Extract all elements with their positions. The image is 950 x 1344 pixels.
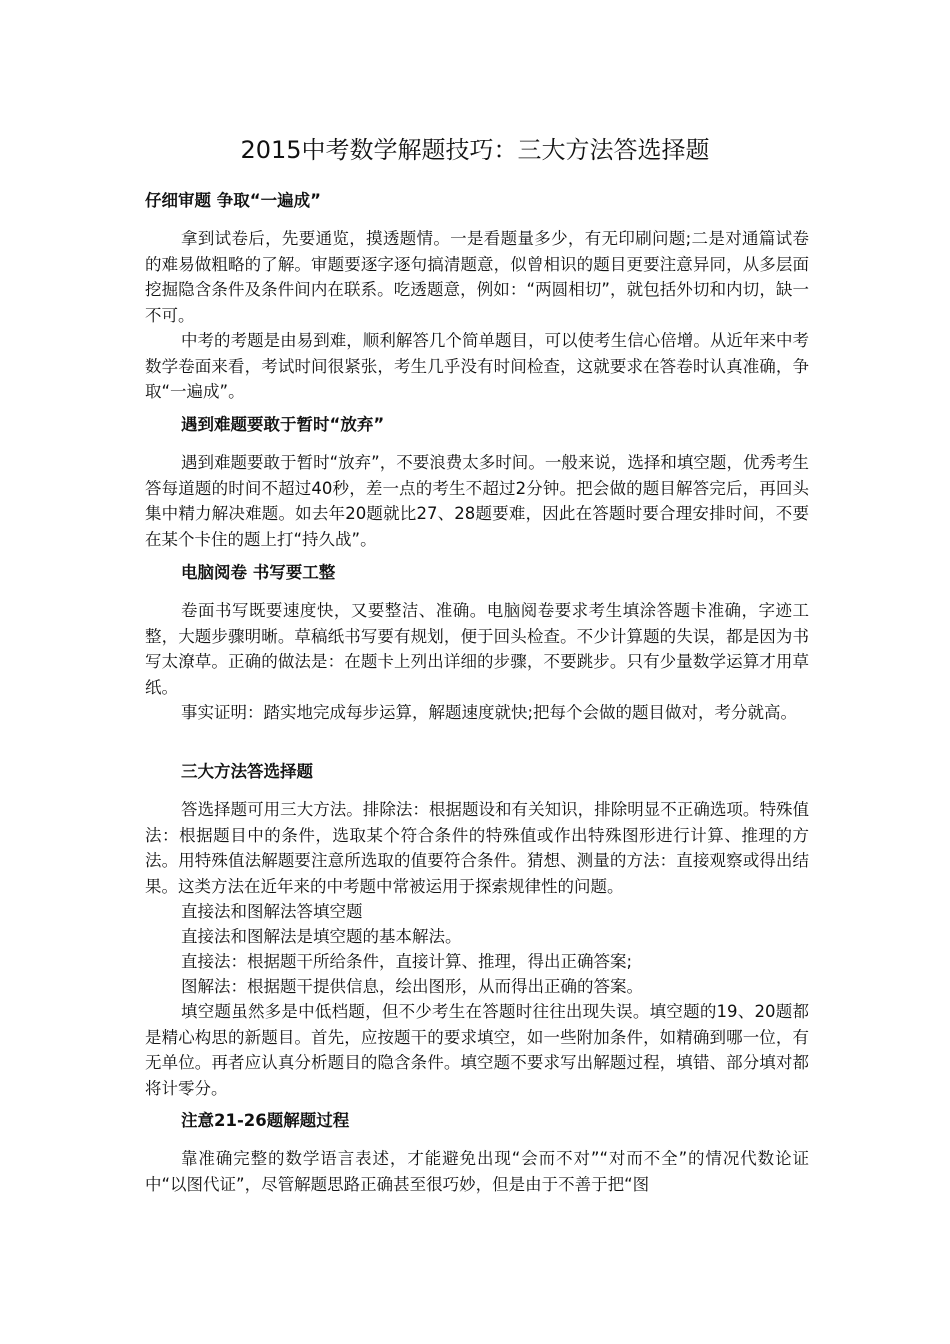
paragraph: 填空题虽然多是中低档题，但不少考生在答题时往往出现失误。填空题的19、20题都是精心构思的新题目。首先，应按题干的要求填空，如一些附加条件，如精确到哪一位，有无单位。再者应认真分析题目的隐含条件。填空题不要求写出解题过程，填错、部分填对都将计零分。 (145, 1002, 809, 1098)
paragraph: 事实证明：踏实地完成每步运算，解题速度就快;把每个会做的题目做对，考分就高。 (181, 703, 798, 722)
text-line: 直接法和图解法是填空题的基本解法。 (181, 927, 462, 946)
document-title: 2015中考数学解题技巧：三大方法答选择题 (240, 136, 710, 164)
paragraph: 拿到试卷后，先要通览，摸透题情。一是看题量多少，有无印刷问题;二是对通篇试卷的难易做粗略的了解。审题要逐字逐句搞清题意，似曾相识的题目更要注意异同，从多层面挖掘隐含条件及条件间内在联系。吃透题意，例如：“两圆相切”，就包括外切和内切，缺一不可。 (145, 229, 809, 325)
section-heading-three-methods: 三大方法答选择题 (181, 762, 313, 781)
text-line: 直接法：根据题干所给条件，直接计算、推理，得出正确答案; (181, 952, 633, 971)
section-heading-neat-writing: 电脑阅卷 书写要工整 (181, 563, 336, 582)
paragraph: 中考的考题是由易到难，顺利解答几个简单题目，可以使考生信心倍增。从近年来中考数学卷面来看，考试时间很紧张，考生几乎没有时间检查，这就要求在答卷时认真准确，争取“一遍成”。 (145, 331, 809, 401)
paragraph: 靠准确完整的数学语言表述，才能避免出现“会而不对”“对而不全”的情况代数论证中“以图代证”，尽管解题思路正确甚至很巧妙，但是由于不善于把“图 (145, 1149, 809, 1194)
paragraph: 卷面书写既要速度快，又要整洁、准确。电脑阅卷要求考生填涂答题卡准确，字迹工整，大题步骤明晰。草稿纸书写要有规划，便于回头检查。不少计算题的失误，都是因为书写太潦草。正确的做法是：在题卡上列出详细的步骤，不要跳步。只有少量数学运算才用草纸。 (145, 601, 809, 697)
section-heading-hard-questions: 遇到难题要敢于暂时“放弃” (181, 415, 385, 434)
paragraph: 答选择题可用三大方法。排除法：根据题设和有关知识，排除明显不正确选项。特殊值法：根据题目中的条件，选取某个符合条件的特殊值或作出特殊图形进行计算、推理的方法。用特殊值法解题要注意所选取的值要符合条件。猜想、测量的方法：直接观察或得出结果。这类方法在近年来的中考题中常被运用于探索规律性的问题。 (145, 800, 809, 896)
section-heading-careful-reading: 仔细审题 争取“一遍成” (145, 191, 321, 210)
text-line: 图解法：根据题干提供信息，绘出图形，从而得出正确的答案。 (181, 977, 643, 996)
paragraph: 遇到难题要敢于暂时“放弃”，不要浪费太多时间。一般来说，选择和填空题，优秀考生答每道题的时间不超过40秒，差一点的考生不超过2分钟。把会做的题目解答完后，再回头集中精力解决难题。如去年20题就比27、28题要难，因此在答题时要合理安排时间，不要在某个卡住的题上打“持久战”。 (145, 453, 809, 549)
section-heading-solution-process: 注意21-26题解题过程 (181, 1111, 350, 1130)
text-line: 直接法和图解法答填空题 (181, 902, 363, 921)
